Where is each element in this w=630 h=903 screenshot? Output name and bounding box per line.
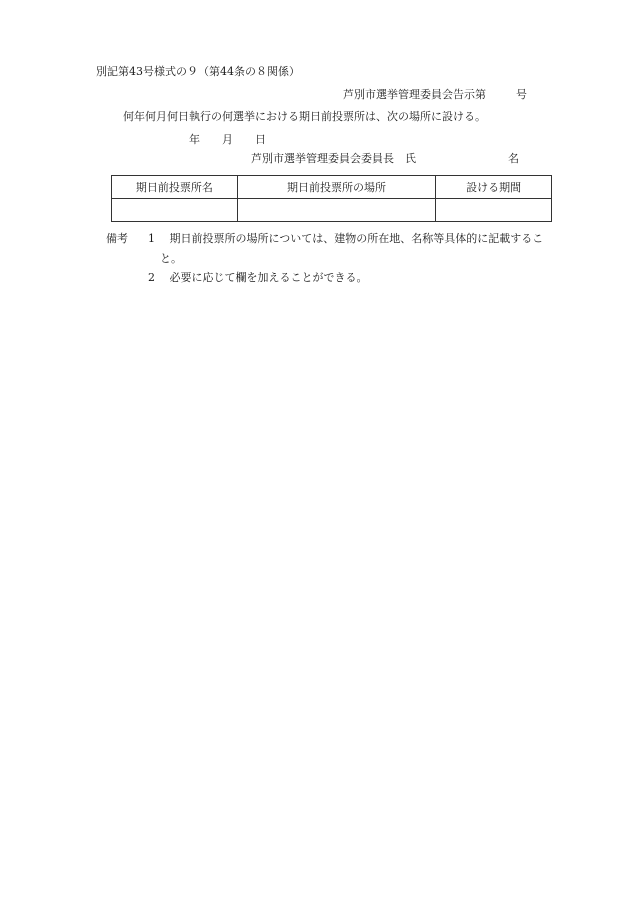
signature-shi: 氏 <box>405 152 416 165</box>
signature-line <box>251 152 519 166</box>
header-station-name: 期日前投票所名 <box>112 176 238 199</box>
date-line <box>189 133 266 147</box>
signature-mei: 名 <box>508 152 519 165</box>
notice-prefix: 芦別市選挙管理委員会告示第 <box>343 88 486 101</box>
remark-number: 2 <box>148 271 155 284</box>
notice-suffix: 号 <box>516 88 527 101</box>
cell-period <box>436 199 552 222</box>
notice-body-text: 何年何月何日執行の何選挙における期日前投票所は、次の場所に設ける。 <box>123 110 486 123</box>
remarks-label: 備考 <box>106 232 128 245</box>
header-period: 設ける期間 <box>436 176 552 199</box>
table-row <box>112 199 552 222</box>
remark-text: 期日前投票所の場所については、建物の所在地、名称等具体的に記載するこ <box>169 232 544 245</box>
cell-station-name <box>112 199 238 222</box>
remark-item-1-continuation: と。 <box>160 252 182 265</box>
remark-item-2 <box>148 271 368 285</box>
remark-number: 1 <box>148 232 155 245</box>
header-station-location: 期日前投票所の場所 <box>237 176 436 199</box>
remark-text: 必要に応じて欄を加えることができる。 <box>169 271 368 284</box>
date-year: 年 <box>189 133 200 146</box>
date-day: 日 <box>255 133 266 146</box>
remark-item-1 <box>148 232 543 246</box>
signature-title: 芦別市選挙管理委員会委員長 <box>251 152 394 165</box>
form-reference: 別記第43号様式の９（第44条の８関係） <box>96 65 300 78</box>
polling-station-table <box>111 175 552 222</box>
table-header-row <box>112 176 552 199</box>
cell-station-location <box>237 199 436 222</box>
notice-number-line <box>343 88 527 102</box>
date-month: 月 <box>222 133 233 146</box>
